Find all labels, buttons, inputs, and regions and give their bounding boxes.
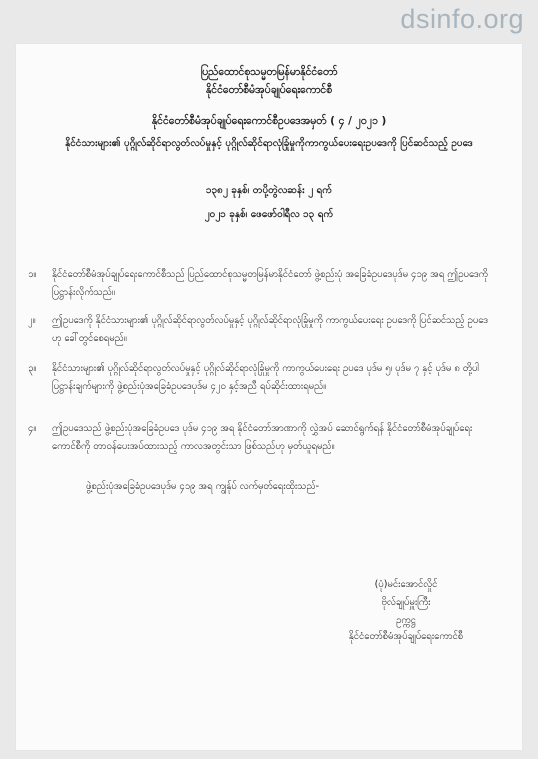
paragraph-2: [28, 312, 492, 348]
paragraph-number: ၃။: [28, 363, 37, 374]
paragraph-text: နိုင်ငံသားများ၏ ပုဂ္ဂိုလ်ဆိုင်ရာလွတ်လပ်မှုနှင့် ပုဂ္ဂိုလ်ဆိုင်ရာလုံခြုံမှုကို ကာကွယ်ပေးရေး ဥပဒေ ပုဒ်မ ၅၊ ပုဒ်မ ၇ နှင့် ပုဒ်မ ၈ တို့ပါပြဋ္ဌာန်းချက်များကို ဖွဲ့စည်းပုံအခြေခံဥပဒေပုဒ်မ ၄၂၀ နှင့်အညီ ရပ်ဆိုင်းထားရမည်။: [52, 363, 480, 392]
paragraph-number: ၂။: [28, 315, 36, 326]
paragraph-number: ၄။: [28, 423, 37, 434]
document-page: [16, 44, 522, 750]
law-title: နိုင်ငံသားများ၏ ပုဂ္ဂိုလ်ဆိုင်ရာလွတ်လပ်မှုနှင့် ပုဂ္ဂိုလ်ဆိုင်ရာလုံခြုံမှုကိုကာကွယ်ပေးရေးဥပဒေကို ပြင်ဆင်သည့် ဥပဒေ: [65, 138, 473, 149]
signatory-role: ဥက္ကဋ္ဌ: [396, 615, 416, 626]
header-country: ပြည်ထောင်စုသမ္မတမြန်မာနိုင်ငံတော်: [200, 66, 338, 78]
paragraph-text: နိုင်ငံတော်စီမံအုပ်ချုပ်ရေးကောင်စီသည် ပြည်ထောင်စုသမ္မတမြန်မာနိုင်ငံတော် ဖွဲ့စည်းပုံ အခြေခံဥပဒေပုဒ်မ ၄၁၉ အရ ဤဥပဒေကို ပြဋ္ဌာန်းလိုက်သည်။: [52, 269, 488, 298]
date-gregorian: ၂၀၂၁ ခုနှစ်၊ ဖေဖော်ဝါရီလ ၁၃ ရက်: [204, 209, 334, 220]
signatory-name: (ပုံ)မင်းအောင်လှိုင်: [374, 579, 438, 590]
signatory-rank: ဗိုလ်ချုပ်မှူးကြီး: [381, 597, 431, 608]
paragraph-1: [28, 266, 492, 302]
paragraph-number: ၁။: [28, 269, 37, 280]
signatory-organization: နိုင်ငံတော်စီမံအုပ်ချုပ်ရေးကောင်စီ: [348, 631, 464, 642]
paragraph-text: ဤဥပဒေသည် ဖွဲ့စည်းပုံအခြေခံဥပဒေ ပုဒ်မ ၄၁၉ အရ နိုင်ငံတော်အာဏာကို လွှဲအပ် ဆောင်ရွက်ရန် နိုင်ငံတော်စီမံအုပ်ချုပ်ရေးကောင်စီကို တာဝန်ပေးအပ်ထားသည့် ကာလအတွင်းသာ ဖြစ်သည်ဟု မှတ်ယူရမည်။: [52, 423, 473, 452]
closing-statement: ဖွဲ့စည်းပုံအခြေခံဥပဒေပုဒ်မ ၄၁၉ အရ ကျွန်ုပ် လက်မှတ်ရေးထိုးသည်-: [86, 481, 320, 492]
paragraph-4: [28, 420, 492, 456]
watermark: dsinfo.org: [400, 4, 524, 34]
date-myanmar: ၁၃၈၂ ခုနှစ်၊ တပို့တွဲလဆန်း ၂ ရက်: [205, 185, 333, 196]
paragraph-3: [28, 360, 492, 396]
header-council: နိုင်ငံတော်စီမံအုပ်ချုပ်ရေးကောင်စီ: [205, 84, 333, 96]
paragraph-text: ဤဥပဒေကို နိုင်ငံသားများ၏ ပုဂ္ဂိုလ်ဆိုင်ရာလွတ်လပ်မှုနှင့် ပုဂ္ဂိုလ်ဆိုင်ရာလုံခြုံမှုကို ကာကွယ်ပေးရေး ဥပဒေကို ပြင်ဆင်သည့် ဥပဒေဟု ခေါ်တွင်စေရမည်။: [52, 315, 488, 344]
order-title: နိုင်ငံတော်စီမံအုပ်ချုပ်ရေးကောင်စီဥပဒေအမှတ် ( ၄ / ၂၀၂၁ ): [151, 115, 387, 127]
